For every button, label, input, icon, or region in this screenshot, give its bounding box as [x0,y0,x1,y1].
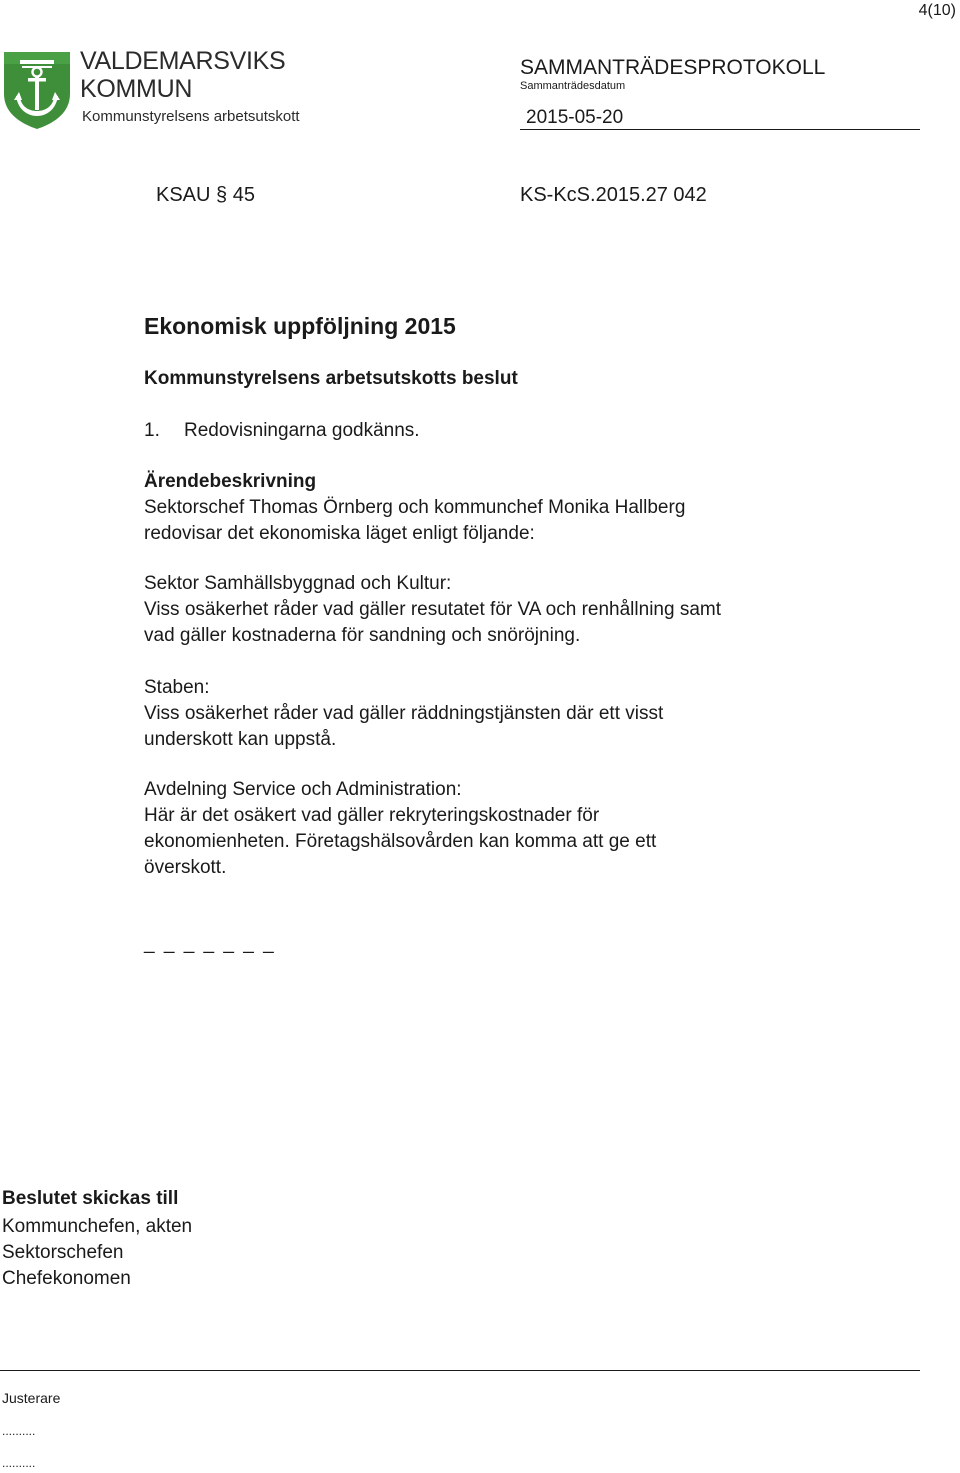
section-service-administration [144,777,656,881]
case-number: KS-KcS.2015.27 042 [520,184,707,206]
sent-to-heading: Beslutet skickas till [2,1188,179,1209]
description-intro-line: redovisar det ekonomiska läget enligt följande: [144,523,535,544]
sent-to-list [2,1214,192,1292]
section-staben [144,675,663,753]
anchor-shield-icon [2,50,72,130]
recipient-item: Kommunchefen, akten [2,1216,193,1237]
date-label: Sammanträdesdatum [520,80,626,92]
section-samhallsbyggnad [144,571,721,649]
section-line: vad gäller kostnaderna för sandning och snöröjning. [144,625,581,646]
decision-item-number: 1. [144,420,160,441]
description-heading: Ärendebeskrivning [144,471,317,492]
separator: _ _ _ _ _ _ _ [144,933,276,954]
page-number: 4(10) [918,2,956,19]
signature-line: .......... [2,1424,36,1438]
footer-rule [0,1370,920,1371]
section-line: överskott. [144,857,227,878]
org-name-line2: KOMMUN [80,75,193,103]
section-label: Sektor Samhällsbyggnad och Kultur: [144,573,452,594]
decision-heading: Kommunstyrelsens arbetsutskotts beslut [144,368,518,389]
document-type: SAMMANTRÄDESPROTOKOLL [520,56,826,79]
recipient-item: Chefekonomen [2,1268,131,1289]
justerare-label: Justerare [2,1390,61,1406]
page-title: Ekonomisk uppföljning 2015 [144,313,456,339]
section-line: underskott kan uppstå. [144,729,337,750]
section-line: Viss osäkerhet råder vad gäller räddningstjänsten där ett visst [144,703,664,724]
org-subtitle: Kommunstyrelsens arbetsutskott [82,108,300,125]
signature-line: .......... [2,1456,36,1470]
org-name-line1: VALDEMARSVIKS [80,47,286,75]
section-line: Viss osäkerhet råder vad gäller resutatet för VA och renhållning samt [144,599,721,620]
section-label: Avdelning Service och Administration: [144,779,462,800]
description-intro-line: Sektorschef Thomas Örnberg och kommunchef Monika Hallberg [144,497,686,518]
decision-item-text: Redovisningarna godkänns. [184,420,420,441]
section-line: ekonomienheten. Företagshälsovården kan komma att ge ett [144,831,657,852]
date-value: 2015-05-20 [526,107,624,128]
decision-item [144,420,420,442]
section-line: Här är det osäkert vad gäller rekryteringskostnader för [144,805,600,826]
org-name [80,47,285,103]
header-rule [520,129,920,130]
paragraph-number: KSAU § 45 [156,184,255,206]
section-label: Staben: [144,677,210,698]
recipient-item: Sektorschefen [2,1242,124,1263]
description-block [144,469,685,547]
